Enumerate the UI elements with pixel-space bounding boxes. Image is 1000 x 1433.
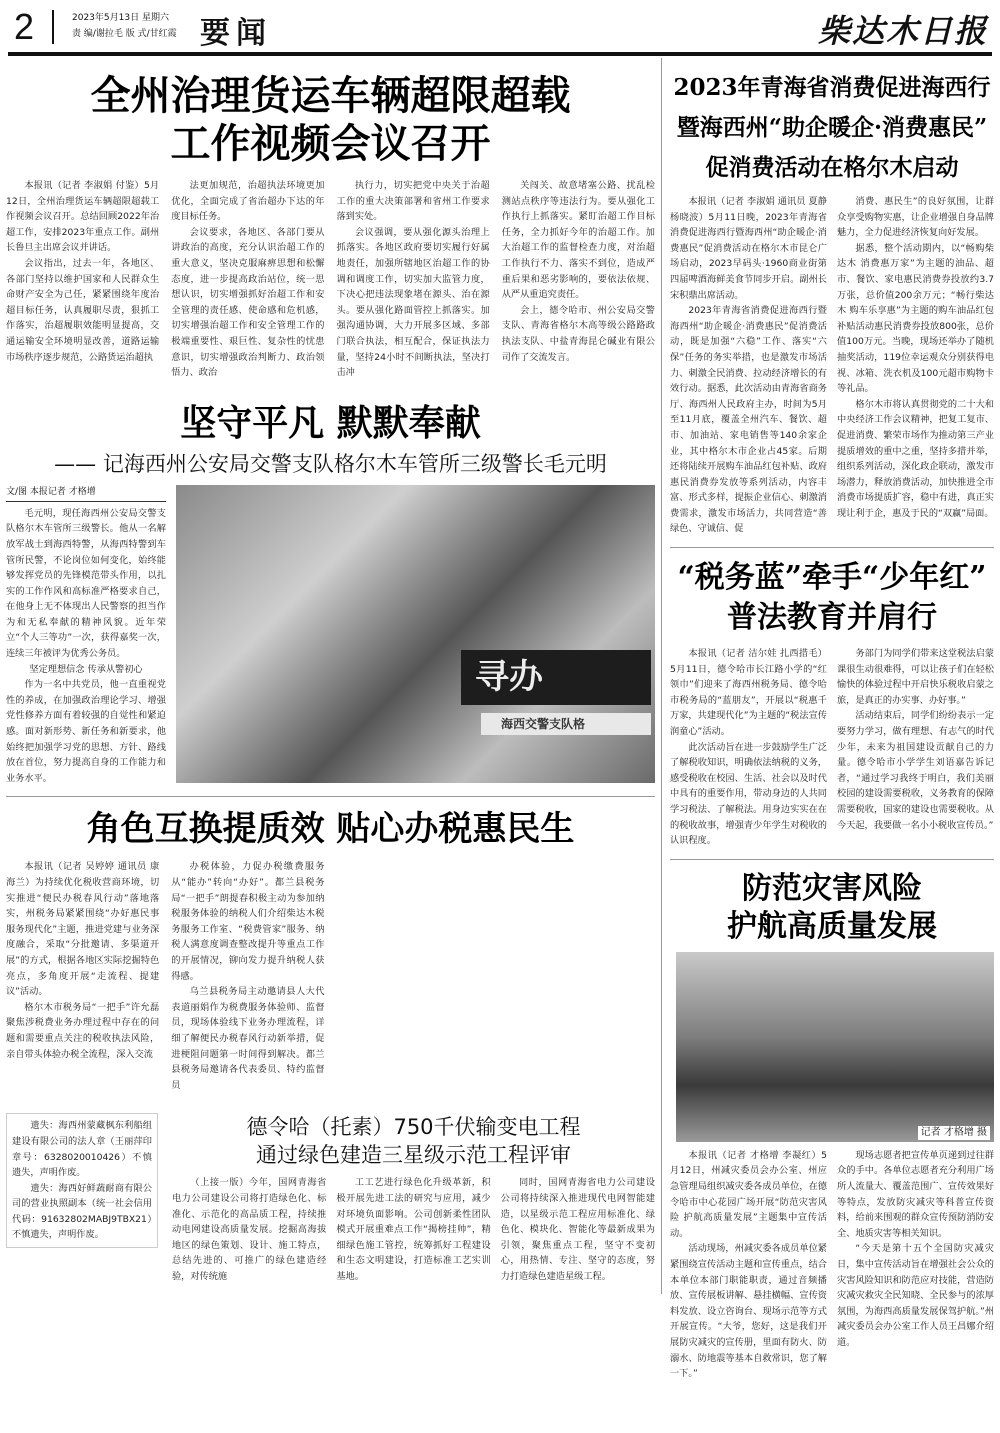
- paragraph: 会议强调，要从强化源头治理上抓落实。各地区政府要切实履行好属地责任，加强所辖地区治超工作的协调和调度工作，切实加大监管力度，下决心把违法现象堵在源头、治在源头。要从强化路面管控上抓落实。加强沟通协调，大力开展多区域、多部门联合执法，相互配合，保证执法力量，坚持24小时不间断执法，坚决打击冲: [336, 226, 490, 379]
- article1: [6, 58, 655, 391]
- lost-notice: 遗失：海西好鲜蔬耐商有限公司的营业执照副本（统一社会信用代码：91632802MABJ9TBX21）不慎遗失，声明作废。: [12, 1182, 152, 1241]
- article1-col: [171, 178, 324, 381]
- article4-col: [670, 646, 827, 849]
- paragraph: “今天是第十五个全国防灾减灾日，集中宣传活动旨在增强社会公众的灾害风险知识和防范应对技能，营造防灾减灾救灾全民知晓、全民参与的浓厚氛围，为海西高质量发展保驾护航。”州减灾委员会办公室工作人员王昌娜介绍道。: [837, 1243, 994, 1348]
- article6-col: [336, 1175, 490, 1284]
- headline-line: 德令哈（托素）750千伏输变电工程: [246, 1115, 581, 1140]
- article6-col: [172, 1175, 326, 1284]
- paragraph: 本报讯（记者 李淑娟 付鉴）5月12日，全州治理货运车辆超限超载工作视频会议召开。总结回顾2022年治超工作，安排2023年重点工作。副州长鲁旦主出席会议并讲话。: [6, 180, 160, 254]
- article2: [670, 58, 994, 547]
- photo-caption: 记者 才格增 摄: [918, 1126, 990, 1140]
- paragraph: 2023年青海省消费促进海西行暨海西州“助企暖企·消费惠民”促消费活动，既是加强“六稳”工作、落实“六保”任务的务实举措，也是激发市场活力、刺激全民消费、拉动经济增长的有效行动。据悉，此次活动由青海省商务厅、海西州人民政府主办，时间为5月至11月底，覆盖全州汽车、餐饮、超市、加油站、家电销售等140余家企业，其中格尔木市企业占45家。后期还将陆续开展购车油品红包补贴、政府惠民消费券发放等系列活动，内容丰富、形式多样，提振企业信心、刺激消费需求，激发市场活力，共同营造“善绿色、守诚信、促: [670, 305, 827, 535]
- paragraph: 关闯关、故意堵塞公路、扰乱检测站点秩序等违法行为。要从强化工作执行上抓落实。紧盯治超工作目标任务，全力抓好今年的治超工作。加大治超工作的监督检查力度，对治超工作执行不力、落实不到位，造成严重后果和恶劣影响的，要依法依规、从严从重追究责任。: [501, 180, 655, 301]
- header-meta: [72, 10, 177, 42]
- header-divider: [52, 10, 54, 44]
- paragraph: （上接一版）今年，国网青海省电力公司建设公司将打造绿色化、标准化、示范化的高品质工程，持续推动电网建设高质量发展。挖掘高海拔地区的绿色策划、设计、施工特点，总结先进的、可推广的绿色建造经验，对传统施: [172, 1177, 327, 1282]
- lost-notices-box: [6, 1113, 158, 1248]
- paragraph: 据悉，整个活动期内，以“畅购柴达木 消费惠万家”为主题的油品、超市、餐饮、家电惠民消费券投放约3.7万张，总价值200余万元；“畅行柴达木 购车乐享惠”为主题的购车油品红包补贴活动惠民消费券投放800张，总价值100万元。当晚，现场还举办了随机抽奖活动，119位幸运观众分别获得电视、冰箱、洗衣机及100元超市购物卡等礼品。: [837, 242, 994, 395]
- paragraph: 活动结束后，同学们纷纷表示一定要努力学习，做有理想、有志气的时代少年，未来为祖国建设贡献自己的力量。德令哈市小学学生刘语嘉告诉记者，“通过学习我终于明白，我们美丽校园的建设需要税收，义务教育的保障需要税收，国家的建设也需要税收。从今天起，我要做一名小小税收宣传员。”: [837, 710, 994, 831]
- paragraph: 同时，国网青海省电力公司建设公司将持续深入推进现代电网智能建造，以星级示范工程应用标准化、绿色化、模块化、智能化等最新成果为引领，聚焦重点工程，坚守不变初心，用热情、专注、坚守的态度，努力打造绿色建造星级工程。: [500, 1177, 655, 1282]
- article2-col: [837, 194, 994, 521]
- article3-headline: 坚守平凡 默默奉献: [180, 401, 481, 444]
- article5-col: [171, 859, 324, 1093]
- paragraph: 消费、惠民生”的良好氛围，让群众享受购物实惠，让企业增强自身品牌魅力，全力促进经济恢复向好发展。: [837, 196, 994, 239]
- article7-headline: [670, 870, 994, 946]
- headline-line: 防范灾害风险: [742, 870, 922, 906]
- paragraph: 本报讯（记者 洁尔娃 扎西措毛）5月11日，德令哈市长江路小学的“红领巾”们迎来了海西州税务局、德令哈市税务局的“蓝朋友”，开展以“税惠千万家，共建现代化”为主题的“税法宣传润童心”活动。: [670, 648, 827, 738]
- right-area: [662, 58, 1000, 1392]
- headline-line: 全州治理货运车辆超限超载: [90, 72, 571, 119]
- article1-headline: [6, 72, 655, 168]
- left-area: [0, 58, 662, 1294]
- paragraph: 会上，德令哈市、州公安局交警支队、青海省格尔木高等级公路路政执法支队、中盐青海昆仑碱业有限公司作了交流发言。: [501, 304, 655, 363]
- headline-line: 2023年青海省消费促进海西行: [673, 74, 991, 101]
- article3-subheadline: —— 记海西州公安局交警支队格尔木车管所三级警长毛元明: [54, 451, 607, 476]
- paragraph: 工工艺进行绿色化升级革新，积极开展先进工法的研究与应用，减少对环境负面影响。公司创新柔性团队模式开展重难点工作“揭榜挂帅”，精细绿色施工管控，统筹抓好工程建设和生态文明建设，打造标准工艺实训基地。: [336, 1177, 491, 1282]
- article5-col: [6, 859, 159, 1062]
- section-title: 要闻: [200, 16, 272, 51]
- paragraph: 格尔木市税务局“一把手”许允磊聚焦涉税费业务办理过程中存在的问题和需要重点关注的税收执法风险，亲自带头体验办税全流程，深入交流: [6, 1001, 160, 1060]
- article5-headline: 角色互换提质效 贴心办税惠民生: [86, 809, 575, 850]
- article3-subheading: 坚定理想信念 传承从警初心: [29, 663, 143, 675]
- article2-headline: [670, 68, 994, 188]
- paragraph: 会议指出，过去一年，各地区、各部门坚持以维护国家和人民群众生命财产安全为己任，紧紧围绕年度治超目标任务，认真履职尽责，狠抓工作落实，治超履职效能明显提高，交通运输安全环境明显改善，道路运输市场秩序逐步规范，公路货运治超执: [6, 257, 160, 363]
- article3-left-col-wrap: [6, 485, 166, 787]
- headline-line: 通过绿色建造三星级示范工程评审: [256, 1143, 571, 1168]
- article4-headline: [670, 558, 994, 638]
- photo-sign: 寻办: [461, 650, 651, 705]
- paragraph: 执行力，切实把党中央关于治超工作的重大决策部署和省州工作要求落到实处。: [336, 180, 490, 223]
- disaster-prevention-photo: [676, 952, 994, 1142]
- page-header: [0, 0, 1000, 58]
- article1-col: [502, 178, 655, 365]
- article3: [6, 391, 655, 797]
- paragraph: 本报讯（记者 吴婷婷 通讯员 康海兰）为持续优化税收营商环境，切实推进“便民办税春风行动”落地落实，州税务局紧紧围绕“办好惠民事 服务现代化”主题，推进党建与业务深度融合，采取“分批邀请、多渠道开展”的方式，根据各地区实际挖掘特色亮点，多角度开展“走流程、提建议”活动。: [6, 861, 160, 998]
- headline-line: “税务蓝”牵手“少年红”: [677, 560, 987, 596]
- paragraph: 乌兰县税务局主动邀请县人大代表道丽娟作为税费服务体验师、监督员，现场体验线下业务办理流程，详细了解便民办税春风行动新举措，促进梗阻问题第一时间得到解决。都兰县税务局邀请各代表委员、特约监督员: [171, 986, 325, 1091]
- editors: 责 编/谢拉毛 版 式/甘红霞: [72, 29, 177, 39]
- paragraph: 活动现场，州减灾委各成员单位紧紧围绕宣传活动主题和宣传重点，结合本单位本部门职能职责，通过音频播放、宣传展板讲解、悬挂横幅、宣传资料发放、设立咨询台、现场示范等方式开展宣传。“大爷，您好，这是我们开展防灾减灾的宣传册，里面有防火、防溺水、防地震等基本自救常识，您了解一下。”: [670, 1243, 827, 1380]
- article4-col: [837, 646, 994, 833]
- article1-col: [6, 178, 159, 365]
- article3-left-col: [6, 506, 166, 787]
- article7-col: [837, 1148, 994, 1351]
- paragraph: 本报讯（记者 李淑娟 通讯员 夏静 杨晓波）5月11日晚，2023年青海省消费促进海西行暨海西州“助企暖企·消费惠民”促消费活动在格尔木市昆仑广场启动，2023早码头·1960商业街第四届啤酒海鲜美食节同步开启。副州长宋积鼎出席活动。: [670, 196, 827, 301]
- newspaper-logo: 柴达木日报: [817, 12, 988, 50]
- page-number: 2: [14, 6, 35, 47]
- lost-notice: 遗失：海西州蒙藏枫东利船组建设有限公司的法人章（王丽萍印章号：6328020010426）不慎遗失，声明作废。: [12, 1120, 152, 1179]
- headline-line: 促消费活动在格尔木启动: [705, 154, 959, 181]
- article7: [670, 859, 994, 1392]
- headline-line: 工作视频会议召开: [170, 120, 491, 167]
- photo-sign: 海西交警支队格: [481, 713, 651, 735]
- article6: [172, 1113, 655, 1284]
- headline-line: 暨海西州“助企暖企·消费惠民”: [676, 114, 988, 141]
- paragraph: 务部门为同学们带来这堂税法启蒙课很生动很难得，可以让孩子们在轻松愉快的体验过程中开启快乐税收启蒙之旅，是真正的办实事、办好事。”: [837, 648, 994, 706]
- article5: [6, 796, 655, 1103]
- article7-col: [670, 1148, 827, 1382]
- traffic-police-photo: [176, 485, 655, 783]
- paragraph: 本报讯（记者 才格增 李凝红）5月12日，州减灾委员会办公室、州应急管理局组织减灾委各成员单位，在德令哈市中心花园广场开展“防范灾害风险 护航高质量发展”主题集中宣传活动。: [670, 1149, 827, 1239]
- headline-line: 普法教育并肩行: [727, 600, 937, 636]
- article6-col: [501, 1175, 655, 1284]
- paragraph: 此次活动旨在进一步鼓励学生广泛了解税收知识，明确依法纳税的义务，感受税收在校园、生活、社会以及时代中具有的重要作用，带动身边的人共同学习税法、了解税法。用身边实实在在的税收故事，增强青少年学生对税收的认识程度。: [670, 741, 827, 847]
- issue-date: 2023年5月13日 星期六: [72, 13, 169, 23]
- page-body: [0, 58, 1000, 1392]
- paragraph: 法更加规范，治超执法环境更加优化，全面完成了省治超办下达的年度目标任务。: [171, 180, 325, 223]
- paragraph: 会议要求，各地区、各部门要从讲政治的高度，充分认识治超工作的重大意义，坚决克服麻痹思想和松懈态度，进一步提高政治站位，统一思想认识，切实增强抓好治超工作和安全管理的责任感、使命感和危机感，切实增强治超工作和安全管理工作的极端重要性、艰巨性、复杂性的忧患意识，切实增强政治判断力、政治领悟力、政治: [171, 226, 325, 379]
- paragraph: 办税体验，力促办税缴费服务从“能办”转向“办好”。都兰县税务局“一把手”朗提春积极主动为参加纳税服务体验的纳税人们介绍柴达木税务服务工作室、“税费管家”服务、纳税人满意度调查整改提升等重点工作的开展情况，铆向发力提升纳税人获得感。: [171, 861, 325, 982]
- bottom-row: [6, 1103, 655, 1294]
- article1-col: [337, 178, 490, 381]
- article2-col: [670, 194, 827, 537]
- article6-headline: [172, 1113, 655, 1169]
- header-rule: [8, 52, 992, 56]
- paragraph: 格尔木市将认真贯彻党的二十大和中央经济工作会议精神，把复工复市、促进消费、繁荣市场作为推动第三产业提质增效的重中之重，坚持多措并举，组织系列活动，深化政企联动，激发市场潜力，释放消费活动，加快推进全市消费市场提质扩容，稳中有进，真正实现让利于企，惠及于民的“双赢”局面。: [837, 398, 994, 519]
- paragraph: 毛元明，现任海西州公安局交警支队格尔木车管所三级警长。他从一名解放军战士到海西特警，从海西特警到车管所民警，不论岗位如何变化，始终能够发挥党员的先锋模范带头作用，以扎实的工作作风和高标准严格要求自己，在他身上无不体现出人民警察的担当作为和无私奉献的精神风貌。近年荣立“个人三等功”一次，获得嘉奖一次，连续三年被评为优秀公务员。: [6, 507, 166, 660]
- article4: [670, 547, 994, 859]
- paragraph: 作为一名中共党员，他一直重视党性的养成，在加强政治理论学习、增强党性修养方面有着较强的自觉性和紧迫感。面对新形势、新任务和新要求，他始终把加强学习党的思想、方针、路线放在首位，努力提高自身的工作能力和业务水平。: [6, 679, 166, 784]
- headline-line: 护航高质量发展: [727, 908, 937, 944]
- article3-byline: 文/图 本报记者 才格增: [6, 485, 166, 502]
- paragraph: 现场志愿者把宣传单页递到过往群众的手中。各单位志愿者充分利用广场所人流量大、覆盖范围广、宣传效果好等特点，发放防灾减灾等科普宣传资料，给前来围观的群众宣传预防消防安全、地质灾害等相关知识。: [837, 1149, 994, 1239]
